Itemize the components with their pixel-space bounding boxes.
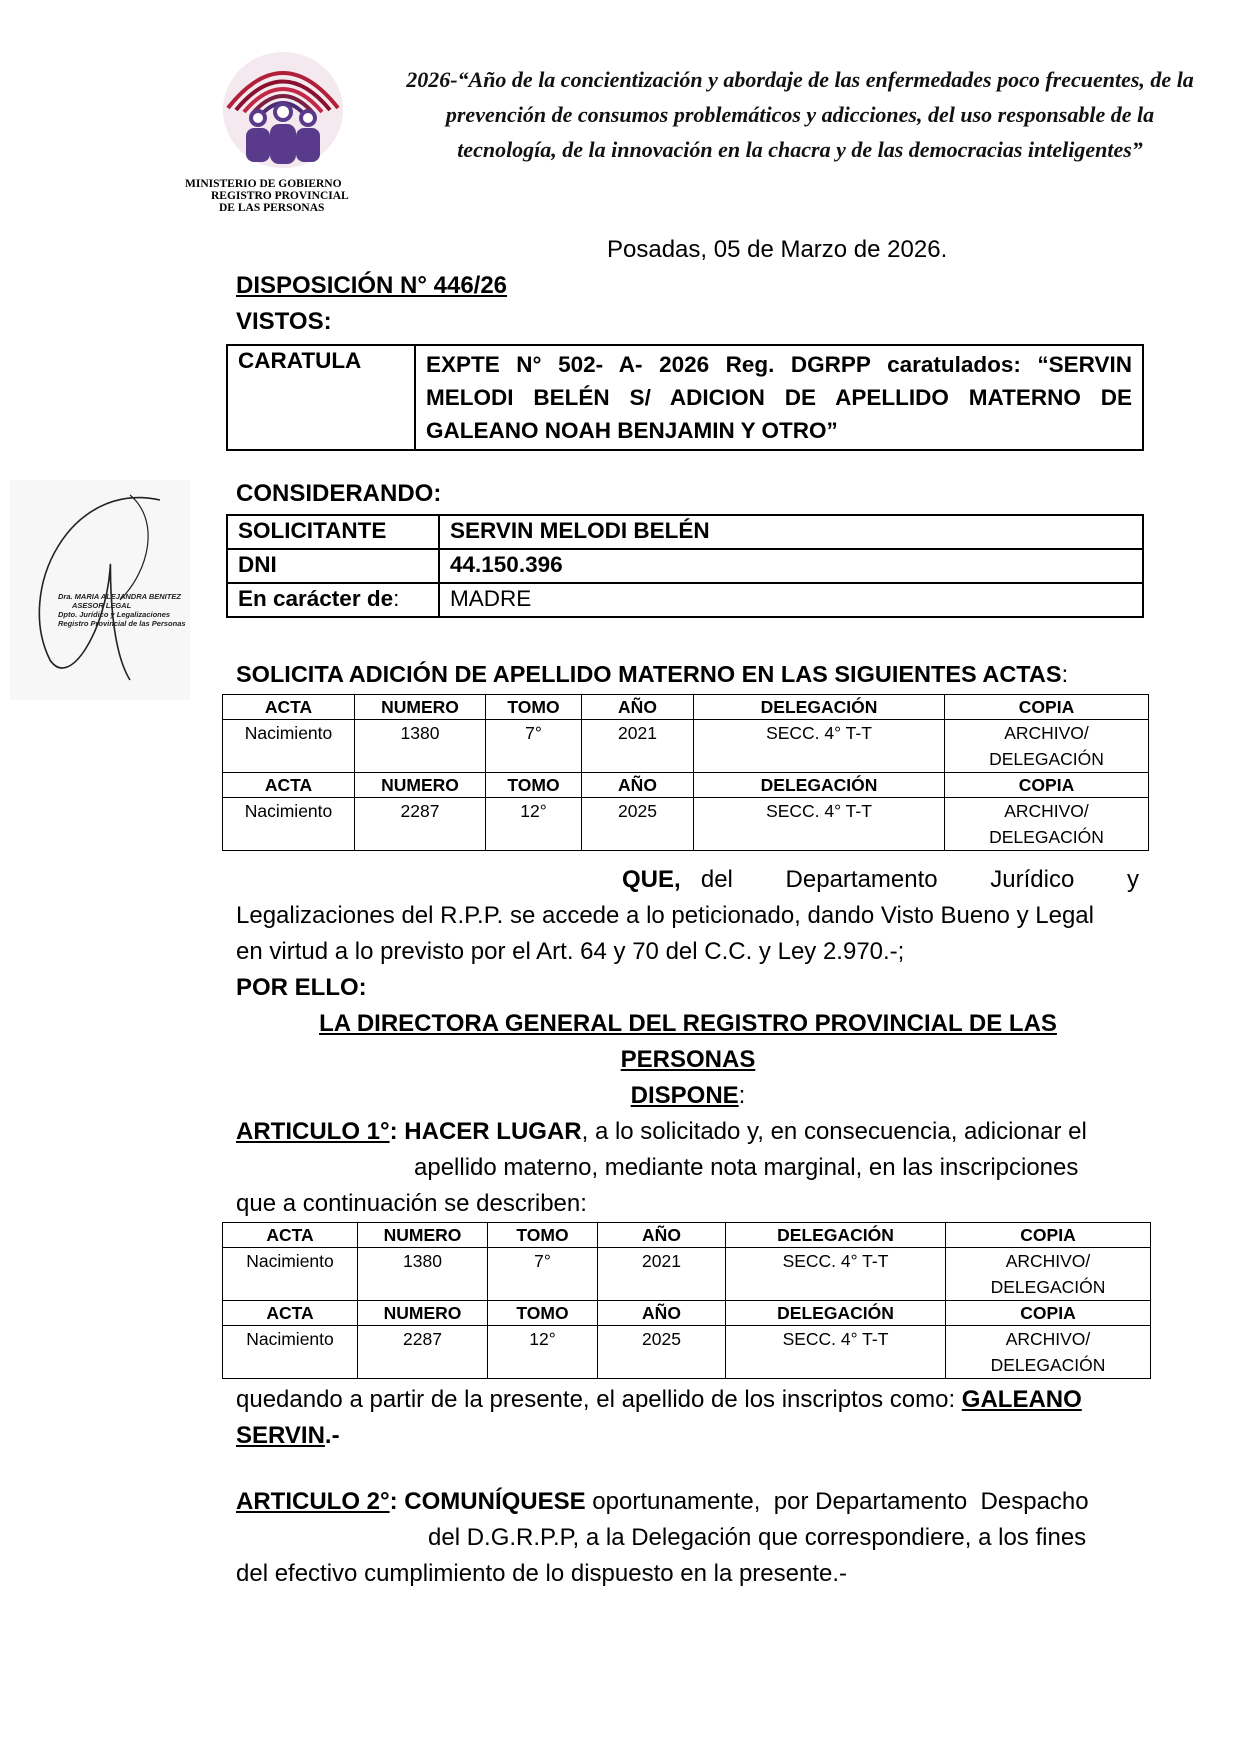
articulo2-line-1 bbox=[236, 1484, 1140, 1520]
signature-stamp bbox=[58, 592, 186, 628]
cell-delegacion: SECC. 4° T-T bbox=[694, 720, 945, 773]
cell-delegacion: SECC. 4° T-T bbox=[726, 1248, 946, 1301]
copia-line: ARCHIVO/ bbox=[1005, 1251, 1091, 1271]
articulo1-lead: HACER LUGAR bbox=[404, 1118, 582, 1145]
cell-tomo: 12° bbox=[486, 798, 582, 851]
articulo2-line-2: del D.G.R.P.P, a la Delegación que correspondiere, a los fines bbox=[428, 1524, 1087, 1551]
signature-area bbox=[10, 480, 190, 700]
cell-copia bbox=[945, 720, 1149, 773]
cell-tomo: 7° bbox=[486, 720, 582, 773]
cell-anio: 2021 bbox=[598, 1248, 726, 1301]
cell-anio: 2025 bbox=[598, 1326, 726, 1379]
col-delegacion: DELEGACIÓN bbox=[694, 695, 945, 720]
articulo1-line-3: que a continuación se describen: bbox=[236, 1190, 587, 1217]
cell-copia bbox=[946, 1326, 1151, 1379]
surname-servin: SERVIN bbox=[236, 1422, 325, 1449]
cell-acta: Nacimiento bbox=[223, 798, 355, 851]
articulo1-label: ARTICULO 1° bbox=[236, 1118, 390, 1145]
col-tomo: TOMO bbox=[486, 695, 582, 720]
cell-copia bbox=[945, 798, 1149, 851]
registry-logo bbox=[218, 48, 348, 178]
stamp-line: Registro Provincial de las Personas bbox=[58, 619, 186, 628]
col-anio: AÑO bbox=[582, 695, 694, 720]
stamp-line: ASESOR LEGAL bbox=[72, 601, 132, 610]
col-acta: ACTA bbox=[223, 1301, 358, 1326]
solicita-colon: : bbox=[1061, 661, 1069, 687]
dispone-colon: : bbox=[738, 1082, 746, 1109]
actas-table-dispone bbox=[222, 1222, 1151, 1379]
dispone-line bbox=[236, 1078, 1140, 1114]
col-copia: COPIA bbox=[946, 1223, 1151, 1248]
articulo2-line1-rest: oportunamente, por Departamento Despacho bbox=[585, 1488, 1089, 1515]
caratula-text: EXPTE N° 502- A- 2026 Reg. DGRPP caratulados: “SERVIN MELODI BELÉN S/ ADICION DE APELLIDO MATERNO DE GALEANO NOAH BENJAMIN Y OTRO” bbox=[415, 345, 1143, 450]
articulo2-line-3: del efectivo cumplimiento de lo dispuesto en la presente.- bbox=[236, 1560, 848, 1587]
actas-header-row bbox=[223, 773, 1149, 798]
col-copia: COPIA bbox=[946, 1301, 1151, 1326]
actas-header-row bbox=[223, 695, 1149, 720]
quedando-text: quedando a partir de la presente, el apellido de los inscriptos como: bbox=[236, 1386, 962, 1413]
copia-line: DELEGACIÓN bbox=[989, 827, 1104, 847]
actas-table-solicita bbox=[222, 694, 1149, 851]
signature-scribble bbox=[10, 480, 190, 700]
ministry-caption bbox=[185, 178, 385, 214]
por-ello-heading: POR ELLO: bbox=[236, 974, 367, 1001]
quedando-line-1 bbox=[236, 1382, 1136, 1418]
actas-header-row bbox=[223, 1301, 1151, 1326]
ministry-line: MINISTERIO DE GOBIERNO bbox=[185, 178, 342, 190]
disposicion-number: DISPOSICIÓN N° 446/26 bbox=[236, 272, 508, 299]
caracter-label: En carácter de bbox=[238, 586, 394, 611]
directora-line-1: LA DIRECTORA GENERAL DEL REGISTRO PROVINCIAL DE LAS bbox=[319, 1010, 1057, 1037]
date-line: Posadas, 05 de Marzo de 2026. bbox=[607, 236, 948, 263]
cell-acta: Nacimiento bbox=[223, 1248, 358, 1301]
cell-acta: Nacimiento bbox=[223, 1326, 358, 1379]
table-row bbox=[223, 720, 1149, 773]
cell-delegacion: SECC. 4° T-T bbox=[726, 1326, 946, 1379]
solicitante-table bbox=[226, 514, 1144, 618]
directora-line-2: PERSONAS bbox=[620, 1046, 756, 1073]
articulo1-line-1 bbox=[236, 1114, 1140, 1150]
ministry-line: DE LAS PERSONAS bbox=[219, 202, 325, 214]
copia-line: ARCHIVO/ bbox=[1004, 801, 1089, 821]
year-motto: 2026-“Año de la concientización y abordaje de las enfermedades poco frecuentes, de la prevención de consumos problemáticos y adicciones, del uso responsable de la tecnología, de la innovación en la chacra y de las democracias inteligentes” bbox=[406, 67, 1194, 162]
considerando-heading: CONSIDERANDO: bbox=[236, 480, 442, 507]
col-copia: COPIA bbox=[945, 773, 1149, 798]
solicita-heading-line bbox=[236, 656, 1068, 692]
cell-tomo: 7° bbox=[488, 1248, 598, 1301]
col-numero: NUMERO bbox=[355, 773, 486, 798]
solicitante-label: SOLICITANTE bbox=[227, 515, 439, 549]
ministry-line: REGISTRO PROVINCIAL bbox=[211, 190, 349, 202]
articulo2-label: ARTICULO 2° bbox=[236, 1488, 390, 1515]
caratula-table bbox=[226, 344, 1144, 451]
col-delegacion: DELEGACIÓN bbox=[694, 773, 945, 798]
dispone-heading: DISPONE bbox=[630, 1082, 739, 1109]
articulo1-line1-rest: , a lo solicitado y, en consecuencia, adicionar el bbox=[581, 1118, 1087, 1145]
col-numero: NUMERO bbox=[355, 695, 486, 720]
col-acta: ACTA bbox=[223, 695, 355, 720]
col-acta: ACTA bbox=[223, 773, 355, 798]
articulo2-lead: COMUNÍQUESE bbox=[404, 1488, 586, 1515]
col-anio: AÑO bbox=[598, 1301, 726, 1326]
col-anio: AÑO bbox=[598, 1223, 726, 1248]
cell-numero: 2287 bbox=[358, 1326, 488, 1379]
table-row bbox=[223, 798, 1149, 851]
cell-delegacion: SECC. 4° T-T bbox=[694, 798, 945, 851]
col-numero: NUMERO bbox=[358, 1223, 488, 1248]
surname-suffix: .- bbox=[324, 1422, 340, 1449]
cell-copia bbox=[946, 1248, 1151, 1301]
que-line-2: Legalizaciones del R.P.P. se accede a lo peticionado, dando Visto Bueno y Legal bbox=[236, 902, 1094, 929]
surname-galeano: GALEANO bbox=[961, 1386, 1082, 1413]
copia-line: ARCHIVO/ bbox=[1005, 1329, 1091, 1349]
copia-line: DELEGACIÓN bbox=[990, 1355, 1106, 1375]
cell-numero: 1380 bbox=[358, 1248, 488, 1301]
vistos-heading: VISTOS: bbox=[236, 308, 332, 335]
col-tomo: TOMO bbox=[488, 1301, 598, 1326]
table-row bbox=[223, 1248, 1151, 1301]
copia-line: DELEGACIÓN bbox=[990, 1277, 1106, 1297]
caratula-label: CARATULA bbox=[227, 345, 415, 450]
dni-label: DNI bbox=[227, 549, 439, 583]
col-anio: AÑO bbox=[582, 773, 694, 798]
que-line-1 bbox=[622, 862, 1139, 898]
articulo2-colon: : bbox=[389, 1488, 398, 1515]
cell-anio: 2021 bbox=[582, 720, 694, 773]
caracter-colon: : bbox=[393, 586, 400, 611]
que-line1-rest: del Departamento Jurídico y bbox=[700, 866, 1139, 893]
col-tomo: TOMO bbox=[488, 1223, 598, 1248]
quedando-line-2 bbox=[236, 1418, 340, 1454]
copia-line: DELEGACIÓN bbox=[989, 749, 1104, 769]
cell-numero: 1380 bbox=[355, 720, 486, 773]
stamp-line: Dpto. Jurídico y Legalizaciones bbox=[58, 610, 171, 619]
col-copia: COPIA bbox=[945, 695, 1149, 720]
table-row bbox=[223, 1326, 1151, 1379]
que-lead: QUE, bbox=[622, 866, 681, 893]
cell-acta: Nacimiento bbox=[223, 720, 355, 773]
solicitante-value: SERVIN MELODI BELÉN bbox=[439, 515, 1143, 549]
col-numero: NUMERO bbox=[358, 1301, 488, 1326]
col-tomo: TOMO bbox=[486, 773, 582, 798]
caracter-value: MADRE bbox=[439, 583, 1143, 617]
dni-value: 44.150.396 bbox=[439, 549, 1143, 583]
col-acta: ACTA bbox=[223, 1223, 358, 1248]
cell-anio: 2025 bbox=[582, 798, 694, 851]
copia-line: ARCHIVO/ bbox=[1004, 723, 1089, 743]
articulo1-colon: : bbox=[389, 1118, 398, 1145]
cell-numero: 2287 bbox=[355, 798, 486, 851]
col-delegacion: DELEGACIÓN bbox=[726, 1223, 946, 1248]
articulo1-line-2: apellido materno, mediante nota marginal, en las inscripciones bbox=[414, 1154, 1079, 1181]
stamp-line: Dra. MARIA ALEJANDRA BENITEZ bbox=[58, 592, 181, 601]
solicita-heading: SOLICITA ADICIÓN DE APELLIDO MATERNO EN LAS SIGUIENTES ACTAS bbox=[236, 661, 1062, 687]
caracter-cell bbox=[227, 583, 439, 617]
que-line-3: en virtud a lo previsto por el Art. 64 y 70 del C.C. y Ley 2.970.-; bbox=[236, 938, 905, 965]
cell-tomo: 12° bbox=[488, 1326, 598, 1379]
col-delegacion: DELEGACIÓN bbox=[726, 1301, 946, 1326]
actas-header-row bbox=[223, 1223, 1151, 1248]
